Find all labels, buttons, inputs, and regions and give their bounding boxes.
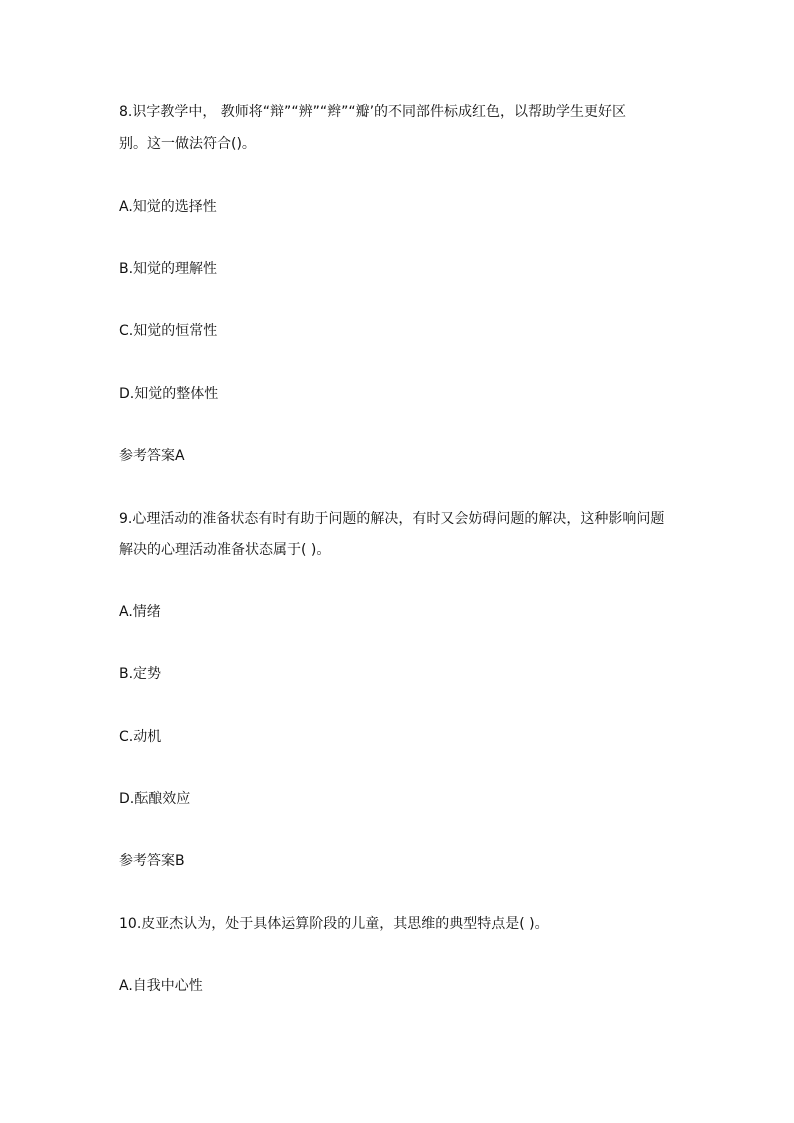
question-8-option-d: D.知觉的整体性 <box>119 386 219 402</box>
question-8-answer: 参考答案A <box>119 448 185 464</box>
question-10-stem: 10.皮亚杰认为，处于具体运算阶段的儿童，其思维的典型特点是( )。 <box>119 916 549 932</box>
question-9-option-a: A.情绪 <box>119 604 161 620</box>
question-8-stem-line-1: 8.识字教学中， 教师将“辩”“辨”“辫”“瓣’的不同部件标成红色，以帮助学生更好区 <box>119 104 627 120</box>
question-9-option-b: B.定势 <box>119 666 162 682</box>
question-9-option-d: D.酝酿效应 <box>119 791 191 807</box>
question-9-answer: 参考答案B <box>119 853 185 869</box>
question-8-option-a: A.知觉的选择性 <box>119 199 217 215</box>
question-9-stem-line-1: 9.心理活动的准备状态有时有助于问题的解决，有时又会妨碍问题的解决，这种影响问题 <box>119 511 665 527</box>
question-8-stem-line-2: 别。这一做法符合()。 <box>119 136 256 152</box>
question-8-option-b: B.知觉的理解性 <box>119 261 218 277</box>
question-10-option-a: A.自我中心性 <box>119 978 203 994</box>
question-9-stem-line-2: 解决的心理活动准备状态属于( )。 <box>119 542 331 558</box>
question-9-option-c: C.动机 <box>119 729 162 745</box>
question-8-option-c: C.知觉的恒常性 <box>119 323 218 339</box>
